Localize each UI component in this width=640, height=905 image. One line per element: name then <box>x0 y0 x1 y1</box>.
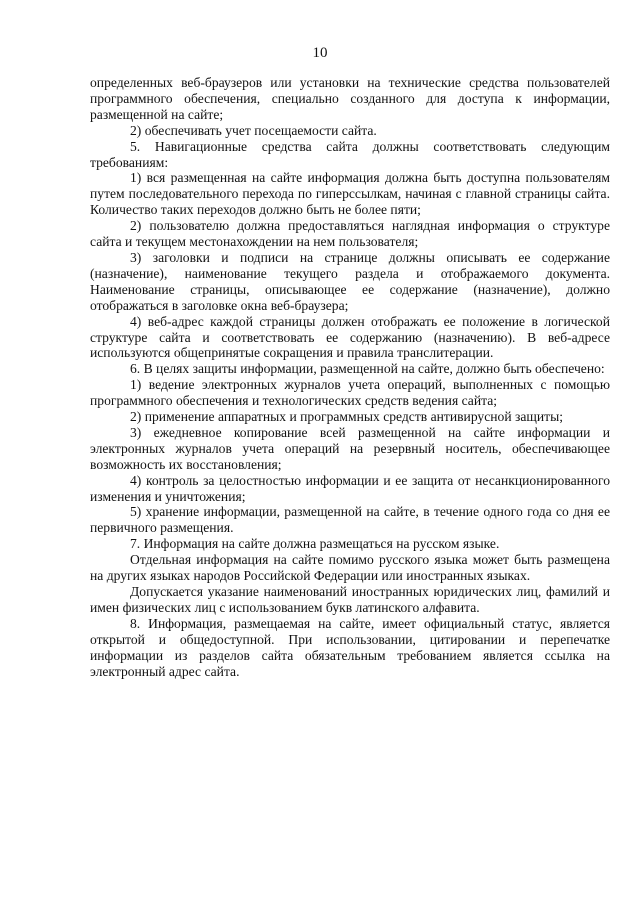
document-body <box>90 75 610 679</box>
paragraph-section-8: 8. Информация, размещаемая на сайте, имеет официальный статус, является открытой и общедоступной. При использовании, цитировании и перепечатке информации из разделов сайта обязательным требованием является ссылка на электронный адрес сайта. <box>90 615 610 679</box>
paragraph-section-6: 6. В целях защиты информации, размещенной на сайте, должно быть обеспечено: <box>130 361 605 377</box>
paragraph-item-6-5: 5) хранение информации, размещенной на сайте, в течение одного года со дня ее первичного размещения. <box>90 504 610 536</box>
paragraph-continuation: определенных веб-браузеров или установки на технические средства пользователей программного обеспечения, специально созданного для доступа к информации, размещенной на сайте; <box>90 75 610 122</box>
paragraph-section-5: 5. Навигационные средства сайта должны соответствовать следующим требованиям: <box>90 138 610 170</box>
paragraph-item-6-3: 3) ежедневное копирование всей размещенной на сайте информации и электронных журналов учета операций на резервный носитель, обеспечивающее возможность их восстановления; <box>90 424 610 472</box>
paragraph-item-6-4: 4) контроль за целостностью информации и ее защита от несанкционированного изменения и уничтожения; <box>90 472 610 504</box>
paragraph-item-4-2: 2) обеспечивать учет посещаемости сайта. <box>130 122 377 138</box>
paragraph-section-7-latin-names: Допускается указание наименований иностранных юридических лиц, фамилий и имен физических лиц с использованием букв латинского алфавита. <box>90 584 610 615</box>
paragraph-item-5-1: 1) вся размещенная на сайте информация должна быть доступна пользователям путем последовательного перехода по гиперссылкам, начиная с главной страницы сайта. Количество таких переходов должно быть не более пяти; <box>90 170 610 218</box>
paragraph-section-7: 7. Информация на сайте должна размещаться на русском языке. <box>130 536 500 552</box>
paragraph-item-6-1: 1) ведение электронных журналов учета операций, выполненных с помощью программного обеспечения и технологических средств ведения сайта; <box>90 377 610 409</box>
paragraph-section-7-foreign-languages: Отдельная информация на сайте помимо русского языка может быть размещена на других языках народов Российской Федерации или иностранных языках. <box>90 552 610 584</box>
paragraph-item-5-2: 2) пользователю должна предоставляться наглядная информация о структуре сайта и текущем местонахождении на нем пользователя; <box>90 218 610 250</box>
paragraph-item-5-4: 4) веб-адрес каждой страницы должен отображать ее положение в логической структуре сайта и соответствовать ее содержанию (назначению). В веб-адресе используются общепринятые сокращения и правила транслитерации. <box>90 313 610 361</box>
paragraph-item-5-3: 3) заголовки и подписи на странице должны описывать ее содержание (назначение), наименование текущего раздела и отображаемого документа. Наименование страницы, описывающее ее содержание (назначение), должно отображаться в заголовке окна веб-браузера; <box>90 249 610 313</box>
paragraph-item-6-2: 2) применение аппаратных и программных средств антивирусной защиты; <box>130 409 564 425</box>
page-number: 10 <box>312 45 328 61</box>
